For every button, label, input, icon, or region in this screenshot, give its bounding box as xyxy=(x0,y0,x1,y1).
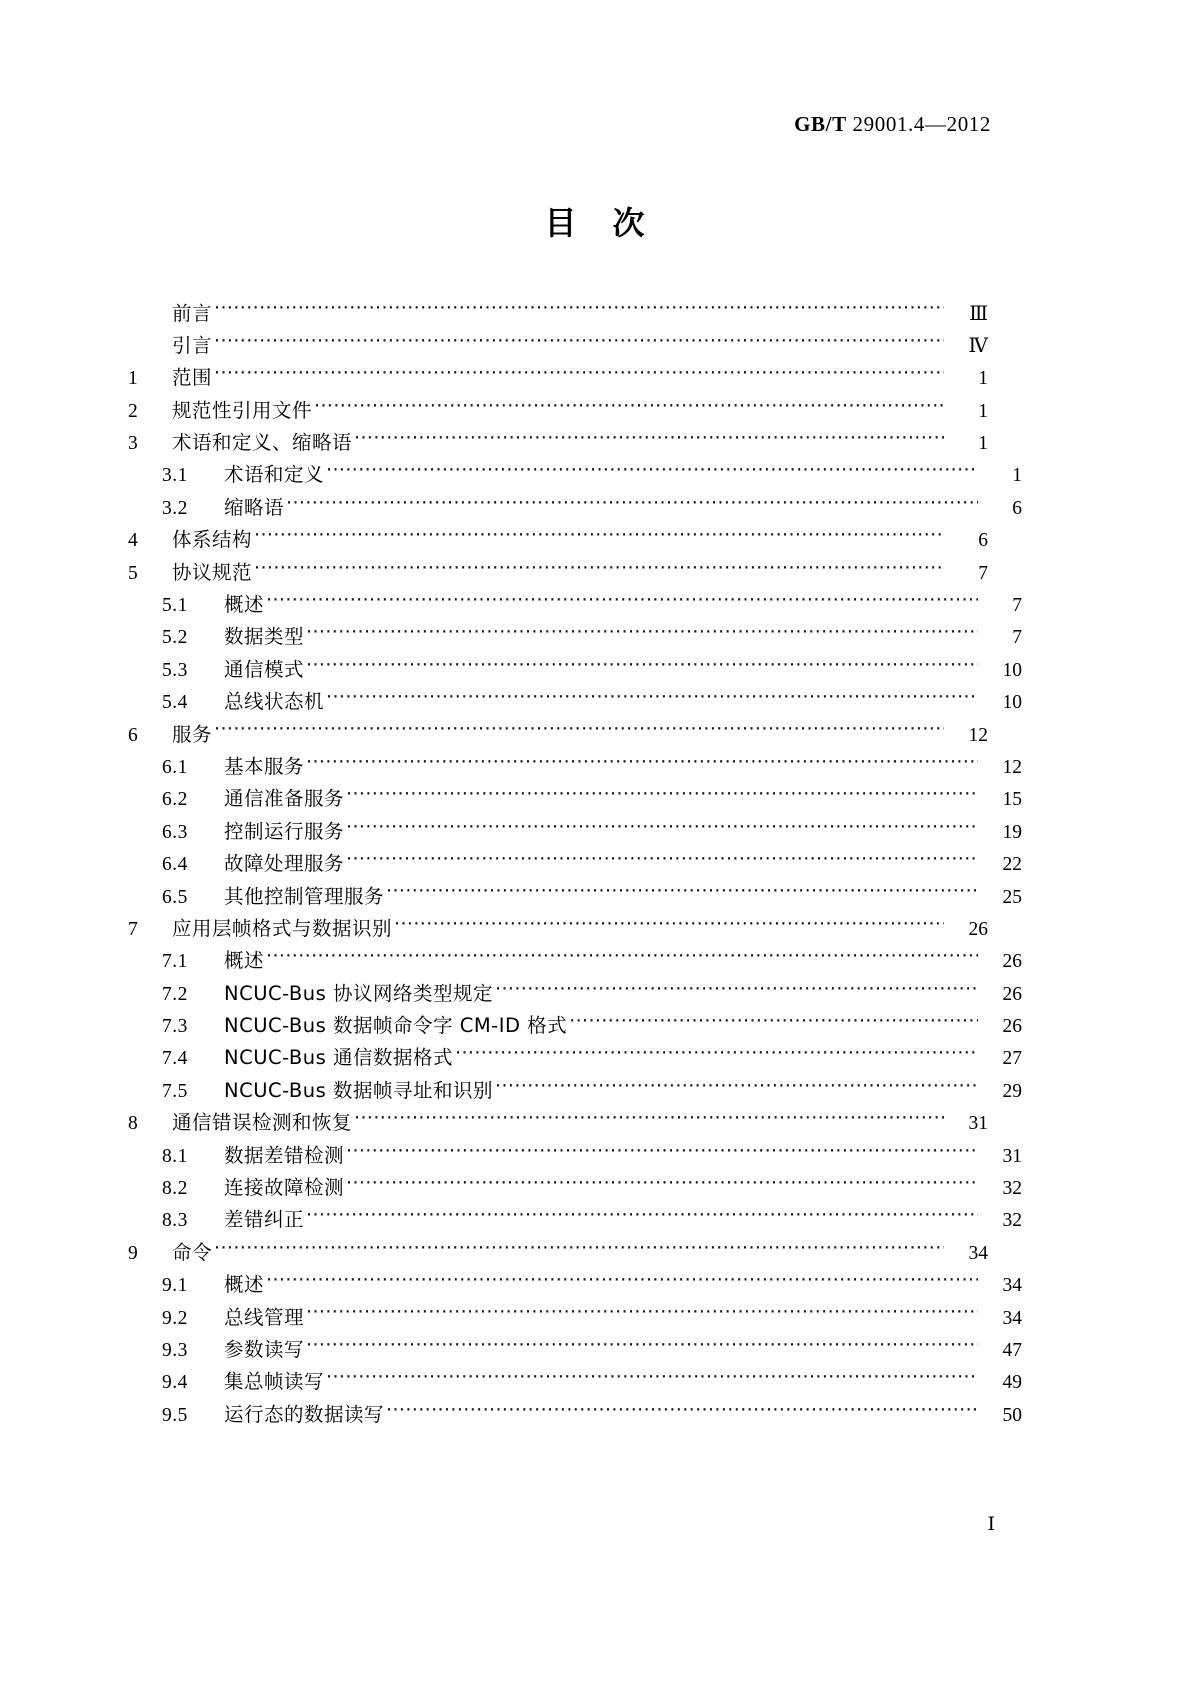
toc-entry-number: 6.2 xyxy=(162,789,188,811)
toc-entry-label: 概述 xyxy=(224,593,265,617)
toc-leader-dots xyxy=(214,332,944,352)
toc-leader-dots xyxy=(569,1013,978,1033)
toc-entry-number: 9.5 xyxy=(162,1404,188,1426)
toc-entry-number: 5.1 xyxy=(162,595,188,617)
toc-leader-dots xyxy=(326,1369,978,1389)
toc-entry-number: 6.4 xyxy=(162,854,188,876)
toc-entry[interactable] xyxy=(128,397,988,429)
toc-leader-dots xyxy=(266,948,978,968)
toc-leader-dots xyxy=(306,1337,978,1357)
page-title-char-2: 次 xyxy=(612,204,647,242)
toc-leader-dots xyxy=(394,915,944,935)
toc-leader-dots xyxy=(346,1142,978,1162)
toc-entry[interactable] xyxy=(128,948,1022,980)
toc-entry-page: 26 xyxy=(1002,1016,1022,1038)
toc-entry-page: 27 xyxy=(1002,1048,1022,1070)
toc-entry-number: 3.2 xyxy=(162,497,188,519)
toc-entry[interactable] xyxy=(128,494,1022,526)
toc-entry-label: 其他控制管理服务 xyxy=(224,884,385,908)
toc-entry-label: 参数读写 xyxy=(224,1338,305,1361)
toc-entry-label: 引言 xyxy=(172,333,213,357)
toc-entry-label: 连接故障检测 xyxy=(224,1176,345,1200)
toc-entry-number: 9.2 xyxy=(162,1307,188,1329)
toc-entry-label: 通信模式 xyxy=(224,657,305,681)
toc-leader-dots xyxy=(306,624,978,644)
toc-leader-dots xyxy=(495,980,978,1000)
toc-entry-number: 8.3 xyxy=(162,1210,188,1232)
toc-leader-dots xyxy=(346,851,978,871)
toc-entry-label: 协议规范 xyxy=(172,560,253,584)
toc-entry-number: 3 xyxy=(128,433,139,455)
toc-entry-label: 命令 xyxy=(172,1240,213,1264)
toc-entry-page: 31 xyxy=(1002,1145,1022,1167)
toc-entry[interactable] xyxy=(128,559,988,591)
toc-entry[interactable] xyxy=(128,365,988,397)
toc-entry-page: 10 xyxy=(1002,659,1022,681)
toc-entry-page: Ⅲ xyxy=(969,303,988,325)
page-title-char-1: 目 xyxy=(544,204,579,242)
toc-entry-label: 概述 xyxy=(224,949,265,973)
toc-entry-page: 25 xyxy=(1002,886,1022,908)
toc-entry-number: 8 xyxy=(128,1113,139,1135)
toc-entry-label: 运行态的数据读写 xyxy=(224,1402,385,1426)
toc-entry[interactable] xyxy=(128,1369,1022,1401)
toc-entry-page: 26 xyxy=(1002,983,1022,1005)
toc-entry[interactable] xyxy=(128,300,988,332)
page-folio: Ⅰ xyxy=(987,1514,995,1535)
toc-entry[interactable] xyxy=(128,1239,988,1271)
toc-entry-number: 7 xyxy=(128,918,139,940)
standard-prefix: GB/T xyxy=(794,112,847,136)
toc-entry-page: Ⅳ xyxy=(968,335,988,357)
toc-entry[interactable] xyxy=(128,1304,1022,1336)
toc-leader-dots xyxy=(214,721,944,741)
toc-leader-dots xyxy=(346,1175,978,1195)
toc-entry[interactable] xyxy=(128,786,1022,818)
toc-entry[interactable] xyxy=(128,689,1022,721)
toc-entry-number: 2 xyxy=(128,400,139,422)
toc-entry-page: 31 xyxy=(968,1113,988,1135)
toc-leader-dots xyxy=(386,1401,978,1421)
toc-entry[interactable] xyxy=(128,1207,1022,1239)
toc-entry-page: 7 xyxy=(1012,595,1022,617)
toc-leader-dots xyxy=(354,430,944,450)
toc-entry-page: 1 xyxy=(1012,465,1022,487)
toc-leader-dots xyxy=(214,365,944,385)
toc-entry-page: 26 xyxy=(1002,951,1022,973)
toc-entry[interactable] xyxy=(128,915,988,947)
toc-entry-page: 32 xyxy=(1002,1210,1022,1232)
toc-entry[interactable] xyxy=(128,527,988,559)
toc-entry-number: 9 xyxy=(128,1242,139,1264)
toc-entry[interactable] xyxy=(128,1401,1022,1433)
toc-leader-dots xyxy=(314,397,944,417)
toc-entry-page: 1 xyxy=(978,433,988,455)
toc-entry[interactable] xyxy=(128,656,1022,688)
toc-leader-dots xyxy=(254,527,944,547)
toc-entry-number: 7.1 xyxy=(162,951,188,973)
toc-entry-label: 基本服务 xyxy=(224,754,305,778)
toc-leader-dots xyxy=(286,494,978,514)
toc-entry-page: 12 xyxy=(968,724,988,746)
toc-entry-number: 6.1 xyxy=(162,756,188,778)
toc-leader-dots xyxy=(306,753,978,773)
toc-leader-dots xyxy=(306,656,978,676)
toc-entry-page: 34 xyxy=(968,1242,988,1264)
toc-entry-number: 5 xyxy=(128,562,139,584)
running-head xyxy=(794,112,991,137)
toc-entry-number: 9.1 xyxy=(162,1275,188,1297)
toc-entry-number: 9.3 xyxy=(162,1340,188,1361)
toc-entry-page: 34 xyxy=(1002,1275,1022,1297)
toc-entry[interactable] xyxy=(128,818,1022,850)
toc-entry-label: 概述 xyxy=(224,1273,265,1297)
toc-entry[interactable] xyxy=(128,1142,1022,1174)
toc-entry-number: 9.4 xyxy=(162,1372,188,1394)
toc-entry-page: 1 xyxy=(978,368,988,390)
toc-entry-label: 总线管理 xyxy=(224,1305,305,1329)
toc-entry[interactable] xyxy=(128,851,1022,883)
toc-entry-label: 数据类型 xyxy=(224,625,305,649)
toc-leader-dots xyxy=(326,689,978,709)
toc-entry-page: 32 xyxy=(1002,1178,1022,1200)
toc-leader-dots xyxy=(214,1239,944,1259)
toc-leader-dots xyxy=(386,883,978,903)
toc-entry[interactable] xyxy=(128,462,1022,494)
toc-entry-label: 集总帧读写 xyxy=(224,1370,325,1394)
toc-entry-page: 50 xyxy=(1002,1404,1022,1426)
toc-entry-page: 6 xyxy=(1012,497,1022,519)
toc-entry[interactable] xyxy=(128,430,988,462)
toc-entry-page: 29 xyxy=(1002,1080,1022,1102)
toc-leader-dots xyxy=(354,1110,944,1130)
toc-entry-page: 10 xyxy=(1002,692,1022,714)
page-title xyxy=(0,198,1191,244)
toc-entry[interactable] xyxy=(128,624,1022,656)
toc-entry-label: 通信准备服务 xyxy=(224,787,345,811)
toc-entry-label: 应用层帧格式与数据识别 xyxy=(172,916,393,940)
toc-entry[interactable] xyxy=(128,980,1022,1012)
toc-entry[interactable] xyxy=(128,1175,1022,1207)
toc-entry-label: 前言 xyxy=(172,301,213,325)
toc-leader-dots xyxy=(346,786,978,806)
toc-leader-dots xyxy=(346,818,978,838)
toc-entry[interactable] xyxy=(128,1013,1022,1045)
toc-entry-page: 7 xyxy=(1012,627,1022,649)
toc-entry-label: 规范性引用文件 xyxy=(172,398,313,422)
toc-entry-label: NCUC-Bus 通信数据格式 xyxy=(224,1046,454,1070)
toc-entry-page: 26 xyxy=(968,918,988,940)
toc-entry-label: 数据差错检测 xyxy=(224,1143,345,1167)
toc-entry-page: 15 xyxy=(1002,789,1022,811)
toc-entry[interactable] xyxy=(128,1077,1022,1109)
toc-entry-number: 7.2 xyxy=(162,983,188,1005)
toc-entry-label: 差错纠正 xyxy=(224,1208,305,1232)
toc-leader-dots xyxy=(254,559,944,579)
toc-leader-dots xyxy=(326,462,978,482)
toc-entry-number: 6.5 xyxy=(162,886,188,908)
toc-entry-number: 6.3 xyxy=(162,821,188,843)
toc-entry-number: 5.4 xyxy=(162,692,188,714)
toc-entry-number: 1 xyxy=(128,368,139,390)
toc-entry[interactable] xyxy=(128,721,988,753)
toc-entry-page: 7 xyxy=(978,562,988,584)
toc-entry-label: 故障处理服务 xyxy=(224,852,345,876)
toc-entry-label: NCUC-Bus 协议网络类型规定 xyxy=(224,981,494,1005)
toc-entry-label: 服务 xyxy=(172,722,213,746)
toc-leader-dots xyxy=(455,1045,978,1065)
toc-entry-number: 4 xyxy=(128,530,139,552)
toc-entry-label: NCUC-Bus 数据帧命令字 CM-ID 格式 xyxy=(224,1014,568,1038)
toc-entry-page: 34 xyxy=(1002,1307,1022,1329)
toc-entry[interactable] xyxy=(128,592,1022,624)
toc-entry-label: 控制运行服务 xyxy=(224,819,345,843)
toc-entry[interactable] xyxy=(128,332,988,364)
toc-entry-label: 范围 xyxy=(172,366,213,390)
toc-entry-number: 7.4 xyxy=(162,1048,188,1070)
toc-entry-page: 22 xyxy=(1002,854,1022,876)
toc-entry-label: 总线状态机 xyxy=(224,690,325,714)
toc-entry-number: 3.1 xyxy=(162,465,188,487)
toc-entry[interactable] xyxy=(128,753,1022,785)
toc-entry-number: 5.2 xyxy=(162,627,188,649)
toc-entry[interactable] xyxy=(128,883,1022,915)
toc-entry-page: 47 xyxy=(1002,1340,1022,1361)
toc-entry-label: 体系结构 xyxy=(172,528,253,552)
toc-entry-number: 6 xyxy=(128,724,139,746)
toc-leader-dots xyxy=(214,300,944,320)
table-of-contents xyxy=(128,300,1022,1434)
toc-entry[interactable] xyxy=(128,1337,1022,1369)
toc-entry-number: 7.3 xyxy=(162,1016,188,1038)
toc-entry-number: 7.5 xyxy=(162,1080,188,1102)
toc-entry-page: 6 xyxy=(978,530,988,552)
toc-entry-page: 1 xyxy=(978,400,988,422)
toc-entry-number: 8.2 xyxy=(162,1178,188,1200)
toc-leader-dots xyxy=(306,1207,978,1227)
toc-entry[interactable] xyxy=(128,1045,1022,1077)
toc-entry-number: 5.3 xyxy=(162,659,188,681)
toc-leader-dots xyxy=(266,592,978,612)
toc-entry-label: 通信错误检测和恢复 xyxy=(172,1111,353,1135)
toc-entry-page: 49 xyxy=(1002,1372,1022,1394)
toc-leader-dots xyxy=(306,1304,978,1324)
toc-entry-page: 12 xyxy=(1002,756,1022,778)
standard-number: 29001.4—2012 xyxy=(852,112,991,136)
toc-entry[interactable] xyxy=(128,1110,988,1142)
toc-leader-dots xyxy=(495,1077,978,1097)
toc-entry-page: 19 xyxy=(1002,821,1022,843)
toc-entry[interactable] xyxy=(128,1272,1022,1304)
toc-entry-number: 8.1 xyxy=(162,1145,188,1167)
toc-entry-label: 术语和定义 xyxy=(224,463,325,487)
toc-entry-label: 缩略语 xyxy=(224,495,285,519)
toc-leader-dots xyxy=(266,1272,978,1292)
toc-entry-label: 术语和定义、缩略语 xyxy=(172,431,353,455)
toc-entry-label: NCUC-Bus 数据帧寻址和识别 xyxy=(224,1078,494,1102)
